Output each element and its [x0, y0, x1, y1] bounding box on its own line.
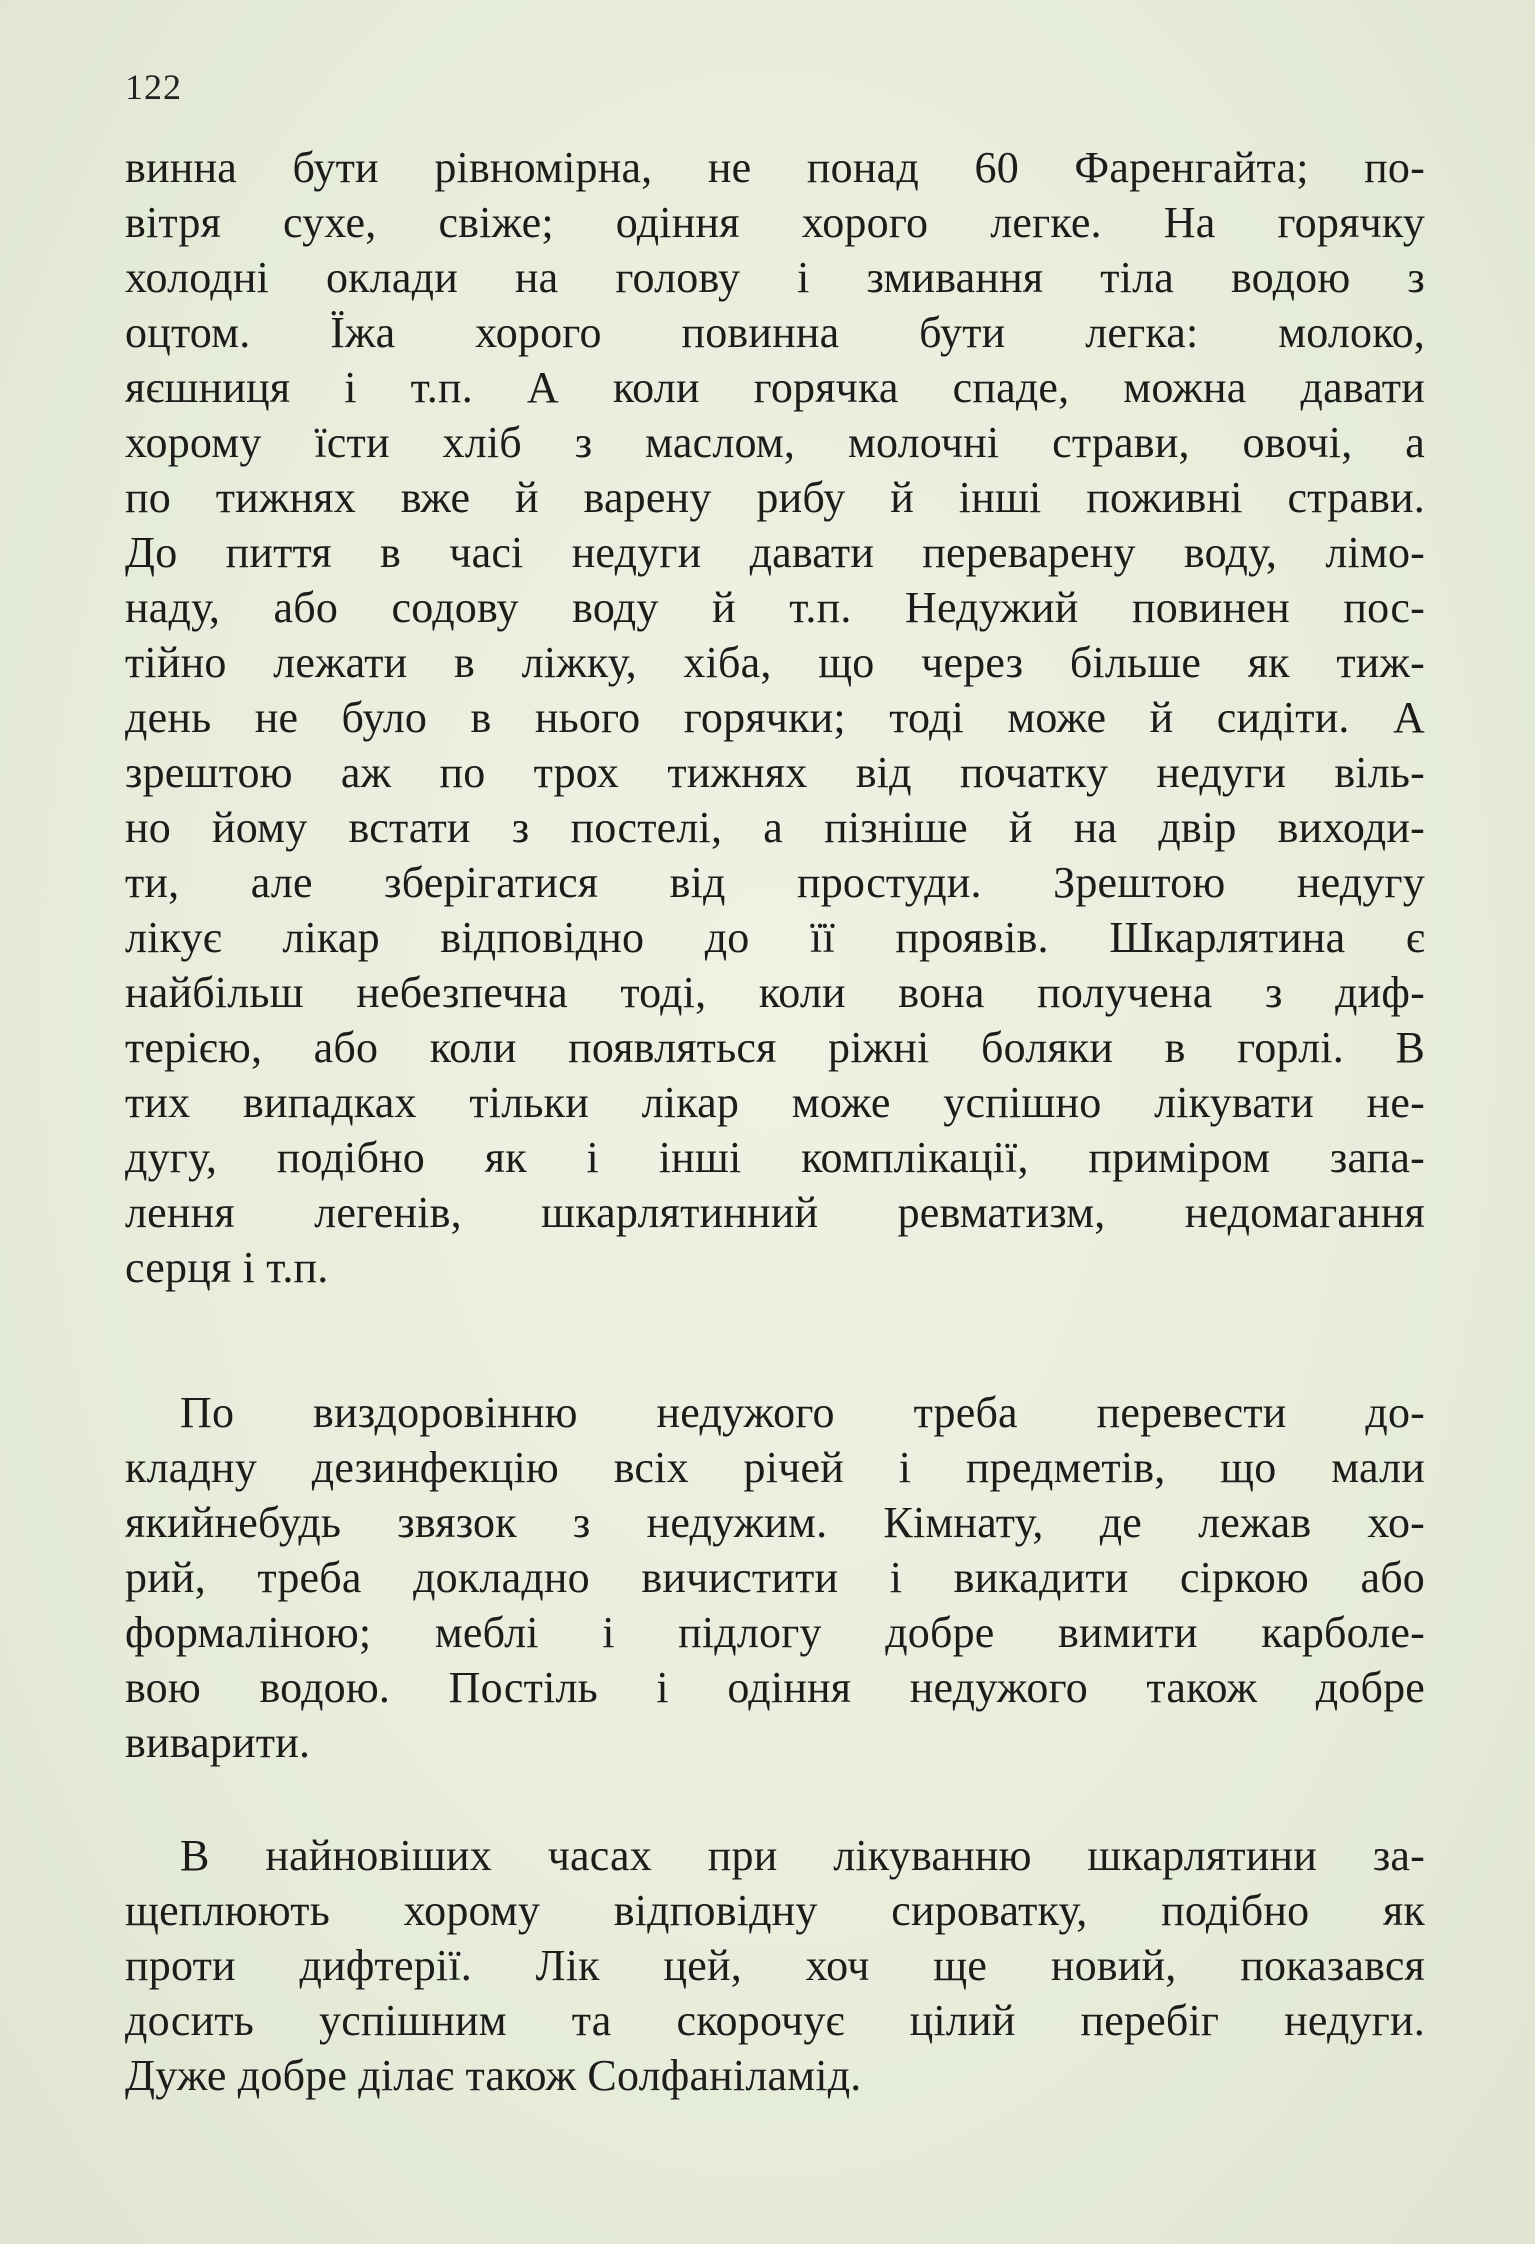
text-line: вітря сухе, свіже; одіння хорого легке. На горячку [125, 198, 1425, 247]
text-line: Дуже добре ділає також Солфаніламід. [125, 2051, 862, 2100]
text-line: якийнебудь звязок з недужим. Кімнату, де лежав хо- [125, 1498, 1425, 1547]
text-line: наду, або содову воду й т.п. Недужий повинен пос- [125, 583, 1425, 632]
text-line: день не було в нього горячки; тоді може й сидіти. А [125, 693, 1425, 742]
text-line: виварити. [125, 1718, 311, 1767]
text-line: терією, або коли появляться ріжні боляки в горлі. В [125, 1023, 1425, 1072]
text-line: тійно лежати в ліжку, хіба, що через більше як тиж- [125, 638, 1425, 687]
text-line: По виздоровінню недужого треба перевести до- [180, 1388, 1425, 1437]
text-line: рий, треба докладно вичистити і викадити сіркою або [125, 1553, 1425, 1602]
text-line: щеплюють хорому відповідну сироватку, подібно як [125, 1886, 1425, 1935]
text-line: серця і т.п. [125, 1243, 329, 1292]
text-line: формаліною; меблі і підлогу добре вимити карболе- [125, 1608, 1425, 1657]
paragraph-1 [125, 140, 1425, 1295]
text-line: проти дифтерії. Лік цей, хоч ще новий, показався [125, 1941, 1425, 1990]
paragraph-2 [125, 1385, 1425, 1770]
text-line: хорому їсти хліб з маслом, молочні страви, овочі, а [125, 418, 1425, 467]
text-line: винна бути рівномірна, не понад 60 Фаренгайта; по- [125, 143, 1425, 192]
text-line: оцтом. Їжа хорого повинна бути легка: молоко, [125, 308, 1425, 357]
text-line: досить успішним та скорочує цілий перебіг недуги. [125, 1996, 1425, 2045]
text-line: тих випадках тільки лікар може успішно лікувати не- [125, 1078, 1425, 1127]
text-line: кладну дезинфекцію всіх річей і предметів, що мали [125, 1443, 1425, 1492]
paragraph-3 [125, 1828, 1425, 2103]
text-line: по тижнях вже й варену рибу й інші поживні страви. [125, 473, 1425, 522]
page-number: 122 [125, 67, 182, 107]
text-line: В найновіших часах при лікуванню шкарлятини за- [180, 1831, 1425, 1880]
text-line: вою водою. Постіль і одіння недужого також добре [125, 1663, 1425, 1712]
text-line: найбільш небезпечна тоді, коли вона получена з диф- [125, 968, 1425, 1017]
text-line: дугу, подібно як і інші комплікації, приміром запа- [125, 1133, 1425, 1182]
text-line: зрештою аж по трох тижнях від початку недуги віль- [125, 748, 1425, 797]
text-line: лення легенів, шкарлятинний ревматизм, недомагання [125, 1188, 1425, 1237]
text-line: холодні оклади на голову і змивання тіла водою з [125, 253, 1425, 302]
text-line: ти, але зберігатися від простуди. Зрештою недугу [125, 858, 1425, 907]
text-line: яєшниця і т.п. А коли горячка спаде, можна давати [125, 363, 1425, 412]
text-line: лікує лікар відповідно до її проявів. Шкарлятина є [125, 913, 1425, 962]
text-line: До пиття в часі недуги давати переварену воду, лімо- [125, 528, 1425, 577]
text-line: но йому встати з постелі, а пізніше й на двір виходи- [125, 803, 1425, 852]
